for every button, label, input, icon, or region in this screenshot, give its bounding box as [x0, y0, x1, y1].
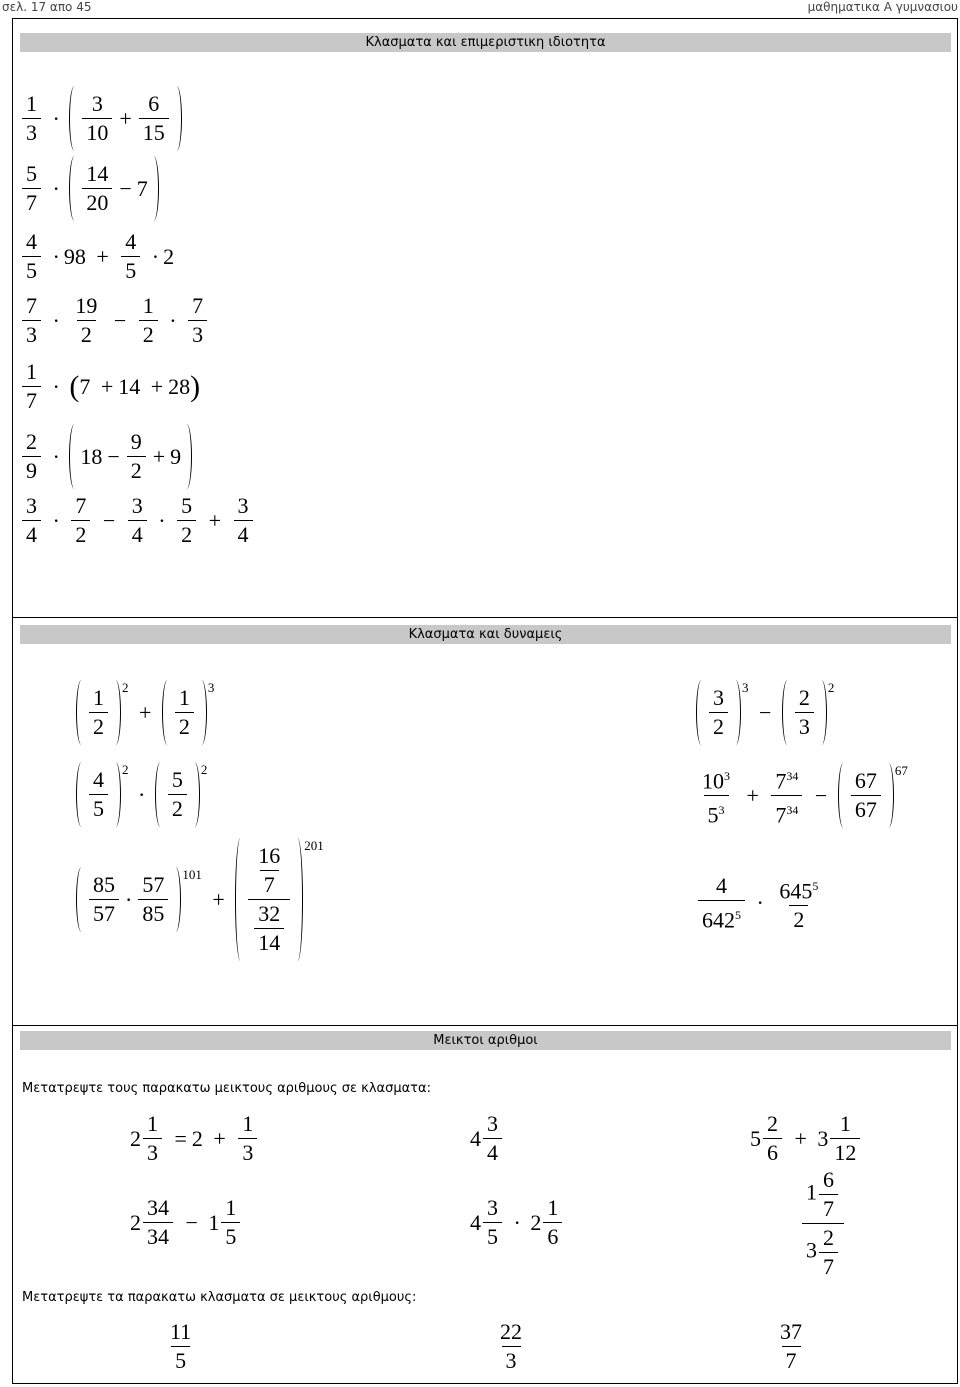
- exercise-fraction: $\frac{37}{7}$: [780, 1319, 802, 1373]
- section-title-mixed: Μεικτοι αριθμοι: [20, 1031, 951, 1050]
- exercise-expression: 85 57 · 57 85 101 + $\frac{16}{7}$ $\frac{32}{14}$ 201: [76, 838, 324, 961]
- exercise-fraction: $\frac{22}{3}$: [500, 1319, 522, 1373]
- exercise-expression: $\frac{3}{4}$ · $\frac{7}{2}$ − $\frac{3}{4}$ · $\frac{5}{2}$ + $\frac{3}{4}$: [20, 492, 255, 549]
- exercise-expression: $\frac{10^3}{5^3}$ + $\frac{7^{34}}{7^{34}}$ − 67 67 67: [702, 763, 908, 828]
- instruction-text: Μετατρεψτε τα παρακατω κλασματα σε μεικτους αριθμους:: [22, 1290, 417, 1305]
- instruction-text: Μετατρεψτε τους παρακατω μεικτους αριθμους σε κλασματα:: [22, 1081, 431, 1096]
- exercise-expression: $\frac{1}{7}$ · (7 + 14 + 28): [20, 358, 200, 415]
- exercise-expression: 1 2 2 + 1 2 3: [76, 680, 214, 745]
- exercise-expression: $\frac{1}{3}$ · 3 10 + $\frac{6}{15}$: [20, 86, 182, 151]
- exercise-fraction: $\frac{11}{5}$: [170, 1319, 192, 1373]
- subject-title: μαθηματικα Α γυμνασιου: [807, 0, 958, 14]
- exercise-expression: $\frac{7}{3}$ · $\frac{19}{2}$ − $\frac{1}{2}$ · $\frac{7}{3}$: [20, 292, 209, 349]
- exercise-expression: 4 $\frac{3}{4}$: [470, 1110, 504, 1167]
- exercise-expression: $\frac{5}{7}$ · 14 20 − 7: [20, 156, 159, 221]
- section-divider: [12, 1025, 958, 1026]
- exercise-expression: 2 $\frac{1}{3}$ = 2 + $\frac{1}{3}$: [130, 1110, 259, 1167]
- exercise-expression: $\frac{2}{9}$ · 18 − $\frac{9}{2}$ + 9: [20, 424, 192, 489]
- page-number: σελ. 17 απο 45: [2, 0, 92, 14]
- exercise-expression: 3 2 3 − 2 3 2: [696, 680, 834, 745]
- section-divider: [12, 617, 958, 618]
- section-title-distributive: Κλασματα και επιμεριστικη ιδιοτητα: [20, 33, 951, 52]
- exercise-expression: 4 5 2 · 5 2 2: [76, 762, 207, 827]
- exercise-expression: 1 $\frac{6}{7}$ 3 $\frac{2}{7}$: [800, 1166, 846, 1281]
- exercise-expression: 2 $\frac{34}{34}$ − 1 $\frac{1}{5}$: [130, 1194, 242, 1251]
- exercise-expression: $\frac{4}{642^5}$ · $\frac{645^5}{2}$: [696, 872, 824, 934]
- page-header: [0, 0, 960, 16]
- section-title-powers: Κλασματα και δυναμεις: [20, 625, 951, 644]
- exercise-expression: $\frac{4}{5}$ · 98 + $\frac{4}{5}$ · 2: [20, 228, 174, 285]
- exercise-expression: 4 $\frac{3}{5}$ · 2 $\frac{1}{6}$: [470, 1194, 564, 1251]
- exercise-expression: 5 $\frac{2}{6}$ + 3 $\frac{1}{12}$: [750, 1110, 862, 1167]
